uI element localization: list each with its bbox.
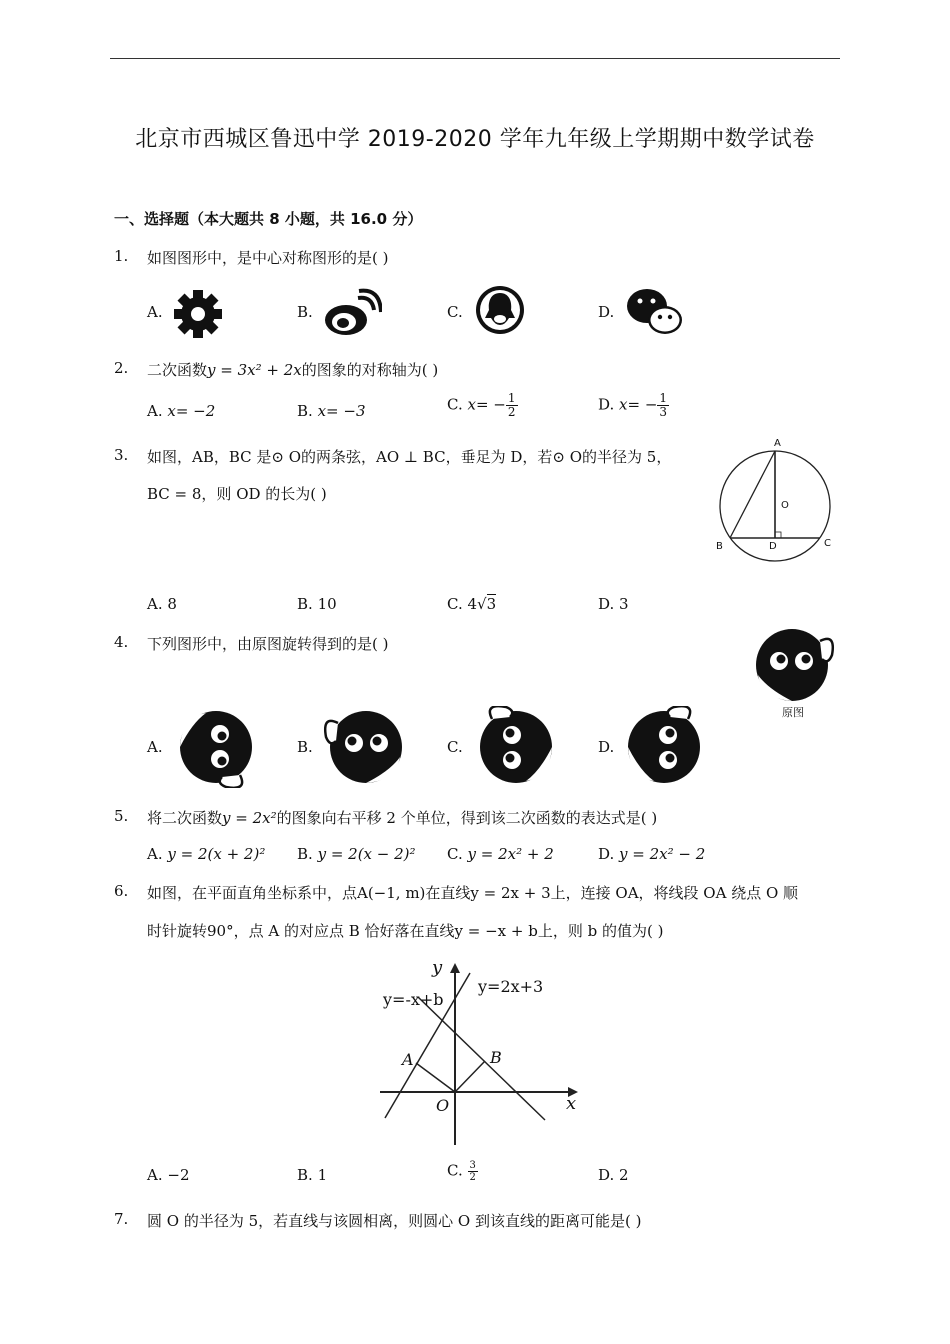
question-text-6-line2: 时针旋转90°，点 A 的对应点 B 恰好落在直线y = −x + b上，则 b 的值为( ) — [147, 922, 664, 940]
fig3-label-d: D — [769, 541, 777, 552]
q2-option-d-prefix: x= − — [619, 395, 658, 414]
q1-option-c-label: C. — [447, 303, 463, 321]
q2-option-b-label: B. — [297, 402, 313, 420]
q2-option-d-den: 3 — [659, 405, 668, 419]
q4-option-b-label: B. — [297, 738, 313, 756]
q6-option-b — [297, 1166, 327, 1184]
q2-option-c-fraction — [506, 392, 518, 419]
q6-option-a-label: A. — [147, 1166, 163, 1184]
q4-option-a-label: A. — [147, 738, 163, 756]
q3-option-d-label: D. — [598, 595, 615, 613]
q2-option-a — [147, 402, 215, 420]
q3-option-a — [147, 595, 177, 613]
header-rule — [110, 58, 840, 59]
q2-option-c — [447, 392, 518, 419]
q5-text-post: 的图象向右平移 2 个单位，得到该二次函数的表达式是( ) — [276, 809, 658, 827]
q6-option-c-num: 3 — [469, 1160, 476, 1171]
q5-option-d-value: y = 2x² − 2 — [619, 845, 706, 863]
q5-option-d-label: D. — [598, 845, 615, 863]
face-option-c — [470, 706, 562, 788]
qq-icon — [473, 285, 527, 335]
q5-option-c-value: y = 2x² + 2 — [467, 845, 554, 863]
q6-option-b-label: B. — [297, 1166, 313, 1184]
question-text-6-line1: 如图，在平面直角坐标系中，点A(−1, m)在直线y = 2x + 3上，连接 OA，将线段 OA 绕点 O 顺 — [147, 884, 799, 902]
q5-option-b — [297, 845, 416, 863]
graph-label-point-b: B — [490, 1048, 502, 1067]
q2-option-d-fraction — [657, 392, 669, 419]
q6-option-c-fraction — [468, 1160, 478, 1183]
question-number-6: 6. — [114, 882, 129, 900]
q2-option-d-label: D. — [598, 395, 615, 414]
q2-option-d — [598, 392, 669, 419]
q3-option-d-value: 3 — [619, 595, 629, 613]
q1-option-b-label: B. — [297, 303, 313, 321]
q3-option-b-value: 10 — [317, 595, 337, 613]
q5-option-a — [147, 845, 265, 863]
q6-option-c-den: 2 — [469, 1172, 476, 1183]
fig3-label-b: B — [716, 541, 723, 552]
fig3-label-o: O — [781, 500, 789, 511]
fig3-label-a: A — [774, 438, 781, 449]
question-number-4: 4. — [114, 633, 129, 651]
q2-option-d-num: 1 — [659, 391, 668, 405]
q2-option-c-label: C. — [447, 395, 463, 414]
graph-label-y-axis: y — [432, 957, 443, 978]
q3-option-a-label: A. — [147, 595, 163, 613]
q2-text-post: 的图象的对称轴为( ) — [301, 361, 439, 379]
q2-option-a-label: A. — [147, 402, 163, 420]
q2-option-a-value: x= −2 — [167, 402, 216, 420]
q3-option-c-label: C. — [447, 595, 463, 613]
q5-option-d — [598, 845, 705, 863]
q2-equation: y = 3x² + 2x — [207, 361, 302, 379]
q5-option-c — [447, 845, 554, 863]
fig3-label-c: C — [824, 538, 831, 549]
face-option-d — [618, 706, 710, 788]
q6-option-d-label: D. — [598, 1166, 615, 1184]
face-option-b — [320, 706, 412, 788]
q1-option-d-label: D. — [598, 303, 615, 321]
q3-option-d — [598, 595, 629, 613]
q5-option-a-value: y = 2(x + 2)² — [167, 845, 266, 863]
q3-option-c-pre: 4 — [467, 595, 478, 613]
weibo-icon — [322, 288, 382, 338]
q4-option-c-label: C. — [447, 738, 463, 756]
q6-option-a-value: −2 — [167, 1166, 190, 1184]
gear-icon — [172, 288, 224, 340]
q5-option-b-label: B. — [297, 845, 313, 863]
question-text-4: 下列图形中，由原图旋转得到的是( ) — [147, 635, 389, 653]
graph-label-point-a: A — [402, 1050, 414, 1069]
q6-option-d — [598, 1166, 629, 1184]
question-number-2: 2. — [114, 359, 129, 377]
q2-text-pre: 二次函数 — [147, 361, 208, 379]
wechat-icon — [625, 286, 685, 338]
question-number-7: 7. — [114, 1210, 129, 1228]
original-caption: 原图 — [782, 706, 804, 719]
q5-text-pre: 将二次函数 — [147, 809, 223, 827]
q6-option-b-value: 1 — [317, 1166, 328, 1184]
circle-figure — [712, 438, 842, 568]
q5-equation: y = 2x² — [222, 809, 277, 827]
q3-option-c-radicand: 3 — [486, 595, 497, 613]
q6-option-c-label: C. — [447, 1161, 463, 1180]
q2-option-c-den: 2 — [507, 405, 516, 419]
question-text-5 — [147, 807, 657, 828]
q2-option-b-value: x= −3 — [317, 402, 366, 420]
q3-option-b-label: B. — [297, 595, 313, 613]
question-text-7: 圆 O 的半径为 5，若直线与该圆相离，则圆心 O 到该直线的距离可能是( ) — [147, 1212, 642, 1230]
page-title: 北京市西城区鲁迅中学 2019-2020 学年九年级上学期期中数学试卷 — [135, 127, 815, 152]
question-number-5: 5. — [114, 807, 129, 825]
question-text-2 — [147, 359, 438, 380]
question-text-3-line1: 如图，AB，BC 是⊙ O的两条弦，AO ⊥ BC，垂足为 D，若⊙ O的半径为 5， — [147, 448, 672, 466]
graph-label-line-1: y=2x+3 — [478, 977, 544, 996]
q2-option-b — [297, 402, 366, 420]
graph-label-line-2: y=-x+b — [383, 990, 444, 1009]
question-text-3-line2: BC = 8，则 OD 的长为( ) — [147, 485, 327, 503]
q6-option-d-value: 2 — [619, 1166, 629, 1184]
q6-option-a — [147, 1166, 190, 1184]
q2-option-c-prefix: x= − — [467, 395, 506, 414]
face-option-a — [170, 706, 262, 788]
q4-option-d-label: D. — [598, 738, 615, 756]
graph-label-x-axis: x — [566, 1093, 577, 1114]
question-number-3: 3. — [114, 446, 129, 464]
question-number-1: 1. — [114, 247, 129, 265]
q3-option-b — [297, 595, 337, 613]
q5-option-c-label: C. — [447, 845, 463, 863]
q5-option-a-label: A. — [147, 845, 163, 863]
question-text-1: 如图图形中，是中心对称图形的是( ) — [147, 249, 389, 267]
q2-option-c-num: 1 — [507, 391, 516, 405]
q5-option-b-value: y = 2(x − 2)² — [317, 845, 416, 863]
original-face-figure — [746, 624, 838, 706]
q6-option-c — [447, 1160, 478, 1183]
q1-option-a-label: A. — [147, 303, 163, 321]
q3-option-a-value: 8 — [167, 595, 177, 613]
graph-label-origin: O — [436, 1096, 450, 1115]
q3-option-c: C. 4√3 — [447, 595, 497, 613]
section-heading: 一、选择题（本大题共 8 小题，共 16.0 分） — [114, 210, 423, 228]
